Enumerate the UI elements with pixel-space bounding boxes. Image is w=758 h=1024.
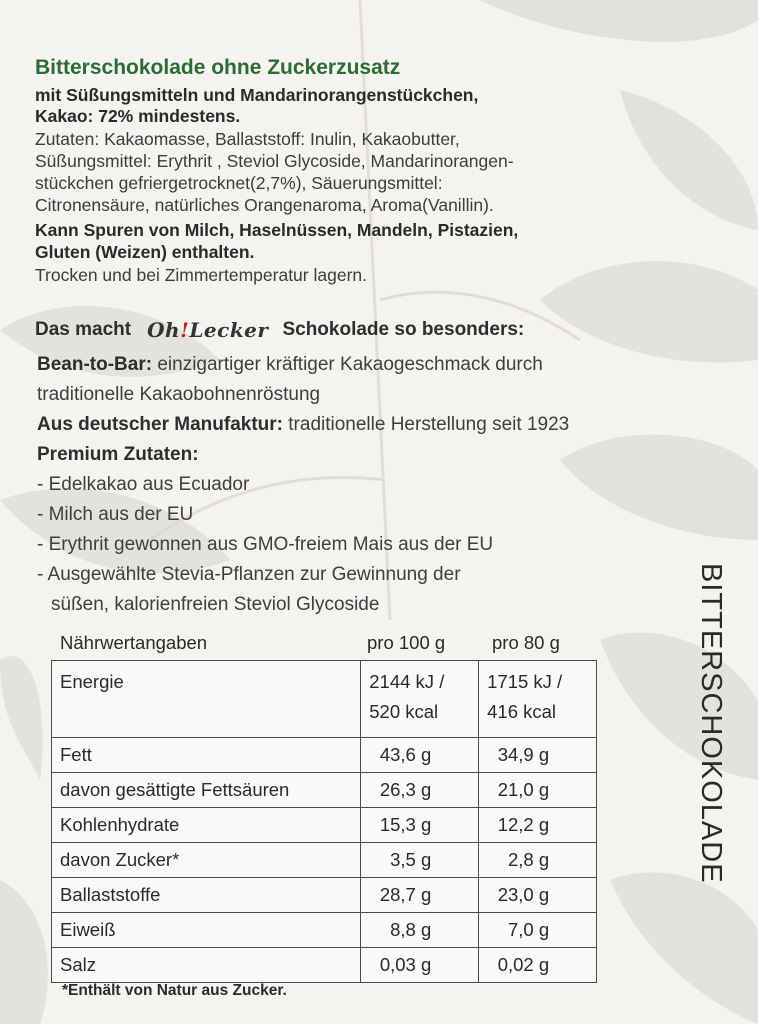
product-subtitle	[35, 85, 478, 127]
nutrient-label: Energie	[52, 661, 361, 738]
table-row	[52, 913, 597, 948]
value: 28,7 g	[379, 884, 432, 905]
nutrient-value-80	[479, 738, 597, 773]
value: 3,5 g	[390, 849, 432, 870]
nutrient-value-100	[361, 913, 479, 948]
list-item: - Edelkakao aus Ecuador	[37, 474, 250, 495]
nutrient-value-80	[479, 913, 597, 948]
special-suffix: Schokolade so besonders:	[282, 319, 525, 340]
allergen-line: Gluten (Weizen) enthalten.	[35, 242, 255, 262]
nutrient-label: Ballaststoffe	[52, 878, 361, 913]
storage-instructions: Trocken und bei Zimmertemperatur lagern.	[35, 265, 367, 285]
energy-kcal: 416 kcal	[487, 701, 557, 722]
value: 34,9 g	[497, 744, 550, 765]
energy-kj: 2144 kJ /	[369, 671, 445, 692]
table-row	[52, 738, 597, 773]
feature-label: Premium Zutaten:	[37, 444, 199, 465]
feature-manufaktur	[37, 410, 569, 440]
nutrient-label: Fett	[52, 738, 361, 773]
value: 0,02 g	[497, 954, 550, 975]
features-list	[37, 350, 569, 620]
subtitle-line: mit Süßungsmitteln und Mandarinorangenstückchen,	[35, 85, 479, 105]
nutrient-value-100	[361, 808, 479, 843]
nutrient-label: davon Zucker*	[52, 843, 361, 878]
vertical-product-label: BITTERSCHOKOLADE	[695, 563, 727, 884]
nutrient-value-80	[479, 843, 597, 878]
nutrient-value-80	[479, 773, 597, 808]
feature-text: einzigartiger kräftiger Kakaogeschmack durch	[157, 354, 543, 375]
feature-bean-to-bar	[37, 350, 569, 380]
list-item: - Milch aus der EU	[37, 504, 194, 525]
ingredients-text	[35, 128, 514, 216]
nutrient-value-100	[361, 738, 479, 773]
value: 2,8 g	[507, 849, 550, 870]
ingredients-line: Süßungsmittel: Erythrit , Steviol Glycoside, Mandarinorangen-	[35, 151, 514, 171]
nutrition-table	[51, 660, 597, 983]
list-item-continuation: süßen, kalorienfreien Steviol Glycoside	[51, 594, 380, 615]
nutrient-value-100	[361, 773, 479, 808]
special-heading	[35, 318, 524, 342]
value: 8,8 g	[390, 919, 432, 940]
nutrition-header-per80: pro 80 g	[492, 632, 560, 653]
nutrient-value-80	[479, 878, 597, 913]
table-row	[52, 878, 597, 913]
list-item: - Erythrit gewonnen aus GMO-freiem Mais aus der EU	[37, 534, 494, 555]
nutrient-label: davon gesättigte Fettsäuren	[52, 773, 361, 808]
logo-text-b: Lecker	[189, 318, 269, 342]
feature-text-continuation: traditionelle Kakaobohnenröstung	[37, 384, 321, 405]
sugar-footnote: *Enthält von Natur aus Zucker.	[62, 982, 287, 999]
ingredients-line: stückchen gefriergetrocknet(2,7%), Säuerungsmittel:	[35, 173, 443, 193]
table-row	[52, 843, 597, 878]
value: 26,3 g	[379, 779, 432, 800]
list-item: - Ausgewählte Stevia-Pflanzen zur Gewinnung der	[37, 564, 461, 585]
value: 15,3 g	[379, 814, 432, 835]
feature-label: Aus deutscher Manufaktur:	[37, 414, 283, 435]
energy-kj: 1715 kJ /	[487, 671, 563, 692]
nutrient-value-80	[479, 948, 597, 983]
logo-text-a: Oh	[147, 318, 181, 342]
nutrient-value-100	[361, 843, 479, 878]
value: 7,0 g	[507, 919, 550, 940]
ingredients-line: Zutaten: Kakaomasse, Ballaststoff: Inulin, Kakaobutter,	[35, 129, 460, 149]
table-row	[52, 773, 597, 808]
table-row	[52, 808, 597, 843]
special-prefix: Das macht	[35, 319, 132, 340]
nutrient-value-80	[479, 808, 597, 843]
value: 23,0 g	[497, 884, 550, 905]
value: 43,6 g	[379, 744, 432, 765]
feature-label: Bean-to-Bar:	[37, 354, 153, 375]
energy-kcal: 520 kcal	[369, 701, 439, 722]
value: 21,0 g	[497, 779, 550, 800]
nutrient-value-100	[361, 878, 479, 913]
nutrient-label: Salz	[52, 948, 361, 983]
feature-premium	[37, 440, 569, 470]
logo-exclamation: !	[180, 318, 190, 342]
nutrient-label: Kohlenhydrate	[52, 808, 361, 843]
allergen-line: Kann Spuren von Milch, Haselnüssen, Mandeln, Pistazien,	[35, 220, 519, 240]
feature-text: traditionelle Herstellung seit 1923	[288, 414, 570, 435]
nutrient-value-100	[361, 948, 479, 983]
value: 0,03 g	[379, 954, 432, 975]
value: 12,2 g	[497, 814, 550, 835]
nutrient-label: Eiweiß	[52, 913, 361, 948]
nutrition-header-per100: pro 100 g	[367, 632, 446, 653]
subtitle-line: Kakao: 72% mindestens.	[35, 106, 241, 126]
nutrient-value-100	[361, 661, 479, 738]
brand-logo	[147, 318, 268, 342]
product-title: Bitterschokolade ohne Zuckerzusatz	[35, 56, 401, 79]
nutrition-header-label: Nährwertangaben	[60, 632, 208, 653]
nutrient-value-80	[479, 661, 597, 738]
ingredients-line: Citronensäure, natürliches Orangenaroma, Aroma(Vanillin).	[35, 195, 494, 215]
allergen-warning	[35, 219, 518, 263]
table-row	[52, 948, 597, 983]
table-row	[52, 661, 597, 738]
